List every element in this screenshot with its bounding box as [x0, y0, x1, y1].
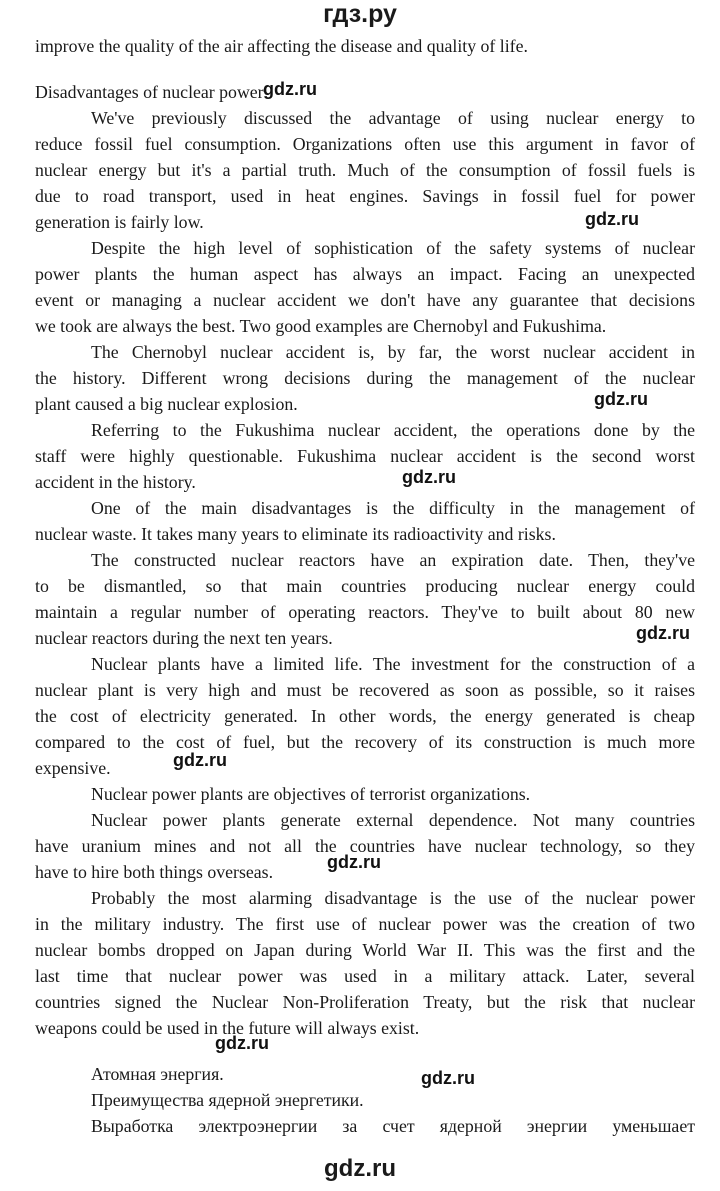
paragraph-gap — [35, 1041, 695, 1061]
text-line: The constructed nuclear reactors have an expiration date. Then, they've — [91, 550, 695, 570]
text-line: Nuclear power plants are objectives of terrorist organizations. — [91, 784, 531, 804]
text-line: event or managing a nuclear accident we don't have any guarantee that decisions — [35, 290, 695, 310]
text-line: Атомная энергия. — [91, 1064, 224, 1084]
text-line: Referring to the Fukushima nuclear accident, the operations done by the — [91, 420, 695, 440]
watermark: gdz.ru — [421, 1068, 475, 1088]
site-footer: gdz.ru — [324, 1155, 396, 1182]
text-line: nuclear plant is very high and must be recovered as soon as possible, so it raises — [35, 680, 695, 700]
text-line: Nuclear plants have a limited life. The investment for the construction of a — [91, 654, 695, 674]
text-line: expensive. — [35, 758, 111, 778]
text-line: have uranium mines and not all the countries have nuclear technology, so they — [35, 836, 695, 856]
watermark: gdz.ru — [327, 852, 381, 872]
text-line: Преимущества ядерной энергетики. — [91, 1090, 364, 1110]
text-line: nuclear waste. It takes many years to eliminate its radioactivity and risks. — [35, 524, 556, 544]
watermark: gdz.ru — [585, 209, 639, 229]
text-line: the cost of electricity generated. In other words, the energy generated is cheap — [35, 706, 695, 726]
watermark: gdz.ru — [263, 79, 317, 99]
text-line: compared to the cost of fuel, but the recovery of its construction is much more — [35, 732, 695, 752]
text-line: countries signed the Nuclear Non-Proliferation Treaty, but the risk that nuclear — [35, 992, 695, 1012]
text-line: last time that nuclear power was used in a military attack. Later, several — [35, 966, 695, 986]
text-line: have to hire both things overseas. — [35, 862, 274, 882]
watermark: gdz.ru — [402, 467, 456, 487]
text-line: Despite the high level of sophistication of the safety systems of nuclear — [91, 238, 695, 258]
text-line: we took are always the best. Two good examples are Chernobyl and Fukushima. — [35, 316, 607, 336]
paragraph-gap — [35, 59, 695, 79]
document-body — [35, 33, 695, 1139]
text-line: in the military industry. The first use of nuclear power was the creation of two — [35, 914, 695, 934]
text-line: generation is fairly low. — [35, 212, 204, 232]
watermark: gdz.ru — [173, 750, 227, 770]
text-line: improve the quality of the air affecting the disease and quality of life. — [35, 36, 528, 56]
text-line: due to road transport, used in heat engines. Savings in fossil fuel for power — [35, 186, 695, 206]
text-line: One of the main disadvantages is the difficulty in the management of — [91, 498, 695, 518]
text-line: weapons could be used in the future will always exist. — [35, 1018, 420, 1038]
text-line: Probably the most alarming disadvantage is the use of the nuclear power — [91, 888, 695, 908]
text-line: power plants the human aspect has always an impact. Facing an unexpected — [35, 264, 695, 284]
text-line: maintain a regular number of operating reactors. They've to built about 80 new — [35, 602, 695, 622]
text-line: Nuclear power plants generate external dependence. Not many countries — [91, 810, 695, 830]
text-line: staff were highly questionable. Fukushima nuclear accident is the second worst — [35, 446, 695, 466]
site-header: гдз.ру — [323, 0, 397, 28]
text-line: We've previously discussed the advantage of using nuclear energy to — [91, 108, 695, 128]
text-line: accident in the history. — [35, 472, 196, 492]
watermark: gdz.ru — [215, 1033, 269, 1053]
text-line: Выработка электроэнергии за счет ядерной энергии уменьшает — [91, 1116, 695, 1136]
text-line: nuclear reactors during the next ten years. — [35, 628, 333, 648]
watermark: gdz.ru — [594, 389, 648, 409]
text-line: The Chernobyl nuclear accident is, by far, the worst nuclear accident in — [91, 342, 695, 362]
text-line: plant caused a big nuclear explosion. — [35, 394, 298, 414]
text-line: nuclear energy but it's a partial truth. Much of the consumption of fossil fuels is — [35, 160, 695, 180]
text-line: to be dismantled, so that main countries producing nuclear energy could — [35, 576, 695, 596]
text-line: the history. Different wrong decisions during the management of the nuclear — [35, 368, 695, 388]
text-line: nuclear bombs dropped on Japan during World War II. This was the first and the — [35, 940, 695, 960]
watermark: gdz.ru — [636, 623, 690, 643]
text-line: reduce fossil fuel consumption. Organizations often use this argument in favor of — [35, 134, 695, 154]
text-line: Disadvantages of nuclear power — [35, 82, 264, 102]
